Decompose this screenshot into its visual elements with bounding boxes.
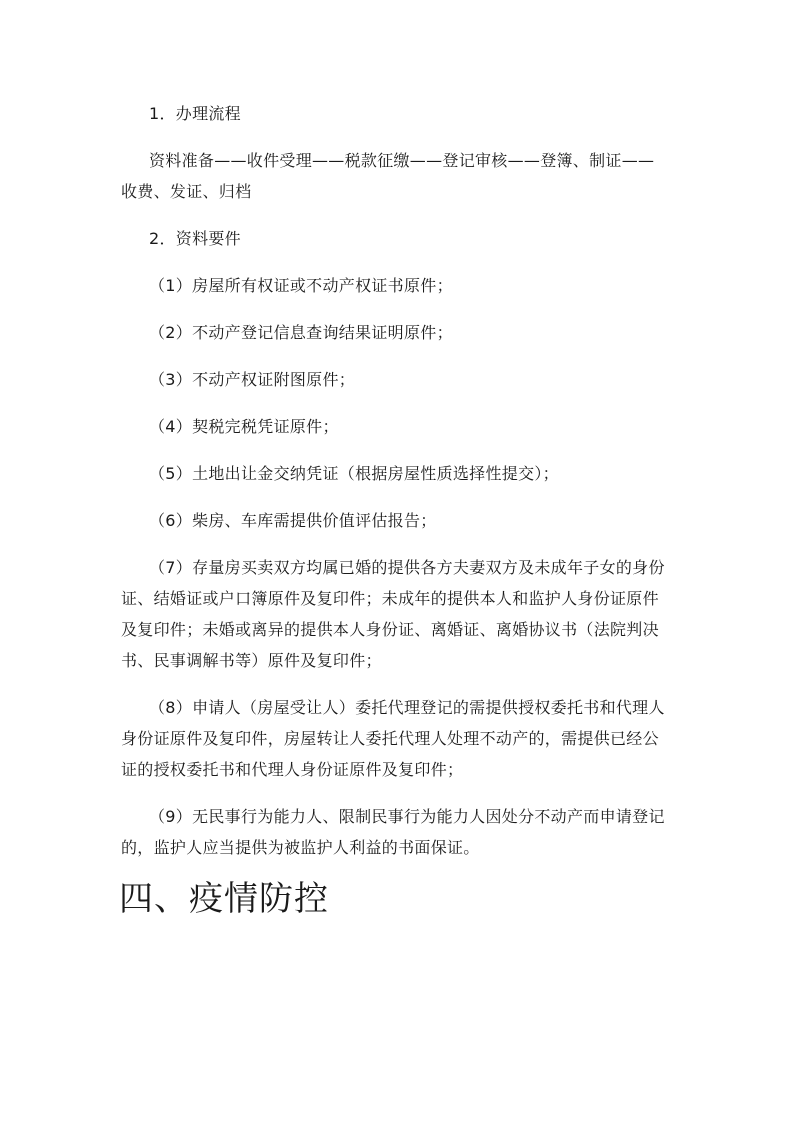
paragraph-item-6: （6）柴房、车库需提供价值评估报告；	[149, 511, 437, 530]
paragraph-item-3: （3）不动产权证附图原件；	[149, 370, 356, 389]
paragraph-item-9: （9）无民事行为能力人、限制民事行为能力人因处分不动产而申请登记的，监护人应当提供为被监护人利益的书面保证。	[121, 807, 665, 857]
paragraph-item-5: （5）土地出让金交纳凭证（根据房屋性质选择性提交）；	[149, 464, 559, 483]
paragraph-process-steps: 资料准备——收件受理——税款征缴——登记审核——登簿、制证——收费、发证、归档	[121, 151, 655, 201]
paragraph-item-8: （8）申请人（房屋受让人）委托代理登记的需提供授权委托书和代理人身份证原件及复印件，房屋转让人委托代理人处理不动产的，需提供已经公证的授权委托书和代理人身份证原件及复印件；	[121, 698, 665, 779]
paragraph-item-7: （7）存量房买卖双方均属已婚的提供各方夫妻双方及未成年子女的身份证、结婚证或户口簿原件及复印件；未成年的提供本人和监护人身份证原件及复印件；未婚或离异的提供本人身份证、离婚证、离婚协议书（法院判决书、民事调解书等）原件及复印件；	[121, 558, 665, 670]
section-heading: 四、疫情防控	[119, 879, 329, 919]
paragraph-item-4: （4）契税完税凭证原件；	[149, 417, 339, 436]
paragraph-item-1: （1）房屋所有权证或不动产权证书原件；	[149, 276, 453, 295]
paragraph-materials-title: 2．资料要件	[149, 229, 241, 248]
paragraph-process-title: 1．办理流程	[149, 104, 241, 123]
paragraph-item-2: （2）不动产登记信息查询结果证明原件；	[149, 323, 453, 342]
document-body	[121, 98, 667, 921]
